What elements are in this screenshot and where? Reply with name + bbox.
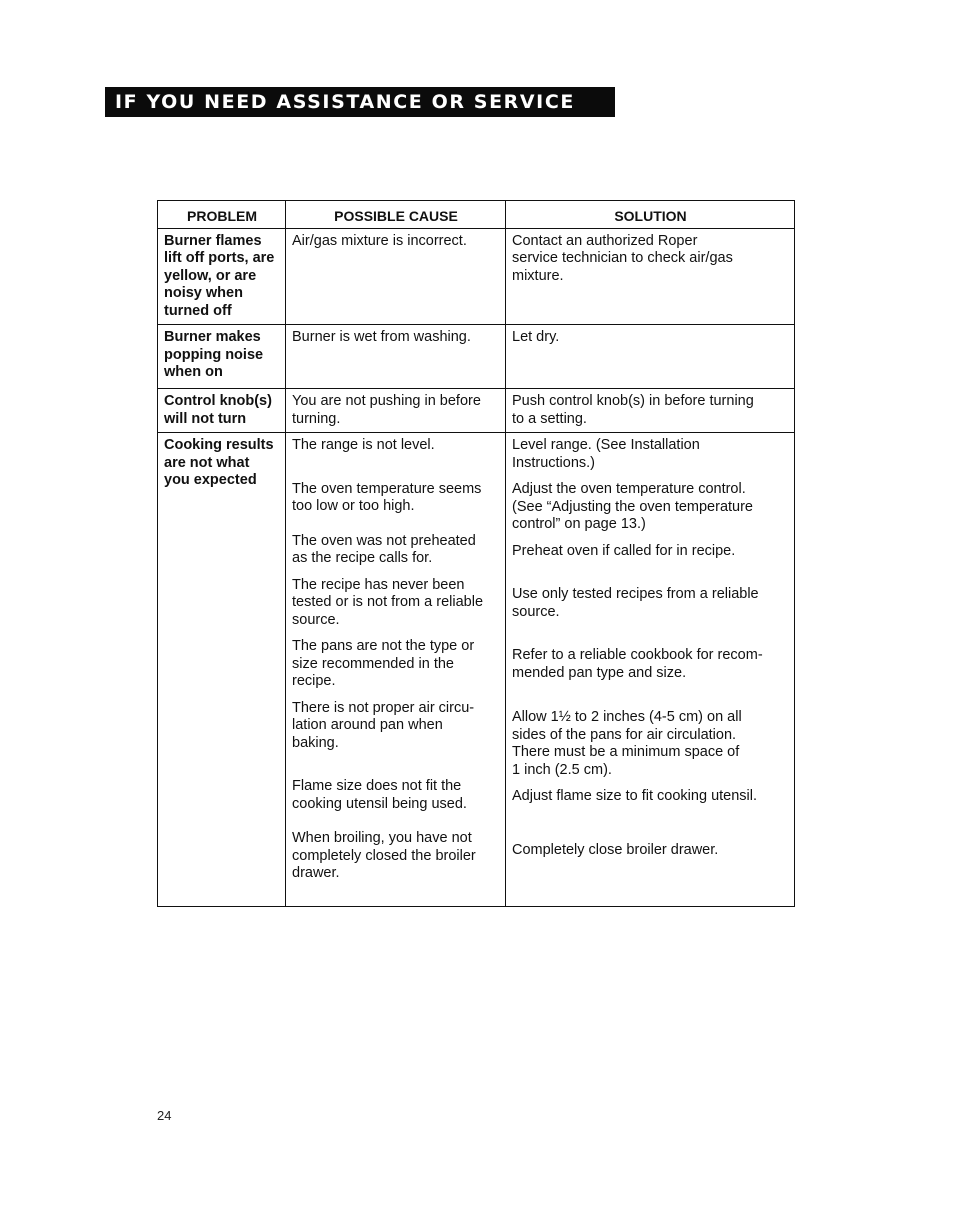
column-header-problem: PROBLEM	[158, 201, 286, 229]
column-header-cause: POSSIBLE CAUSE	[286, 201, 506, 229]
solution-text: Level range. (See Installation Instructions.)	[512, 437, 700, 471]
troubleshooting-table	[157, 200, 795, 907]
solution-cell	[506, 433, 795, 907]
solution-text: Let dry.	[512, 329, 560, 345]
cause-text: There is not proper air circu- lation around pan when baking.	[292, 699, 475, 751]
solution-text: Adjust flame size to fit cooking utensil.	[512, 788, 758, 804]
solution-text: Completely close broiler drawer.	[512, 841, 719, 858]
problem-cell	[158, 389, 286, 433]
problem-text: Burner flames lift off ports, are yellow, or are noisy when turned off	[164, 232, 275, 319]
solution-text: Preheat oven if called for in recipe.	[512, 542, 736, 559]
section-title: IF YOU NEED ASSISTANCE OR SERVICE	[115, 91, 575, 113]
problem-text: Control knob(s) will not turn	[164, 393, 272, 427]
cause-cell	[286, 389, 506, 433]
column-header-solution: SOLUTION	[506, 201, 795, 229]
solution-text: Contact an authorized Roper service technician to check air/gas mixture.	[512, 232, 733, 284]
table-row	[158, 433, 795, 907]
cause-text: Flame size does not fit the cooking utensil being used.	[292, 778, 467, 812]
solution-text: Adjust the oven temperature control. (See “Adjusting the oven temperature control” on page 13.)	[512, 481, 753, 532]
section-banner	[105, 87, 615, 117]
cause-text: When broiling, you have not completely closed the broiler drawer.	[292, 830, 476, 881]
cause-text: The oven temperature seems too low or too high.	[292, 480, 482, 514]
cause-text: Air/gas mixture is incorrect.	[292, 232, 467, 249]
problem-cell	[158, 325, 286, 389]
cause-cell	[286, 325, 506, 389]
cause-text: The oven was not preheated as the recipe calls for.	[292, 532, 476, 566]
cause-text: Burner is wet from washing.	[292, 329, 471, 345]
solution-cell	[506, 325, 795, 389]
problem-cell	[158, 228, 286, 325]
problem-text: Burner makes popping noise when on	[164, 329, 264, 380]
cause-cell	[286, 228, 506, 325]
cause-text: The range is not level.	[292, 437, 435, 453]
solution-text: Refer to a reliable cookbook for recom- mended pan type and size.	[512, 647, 763, 681]
table-header-row	[158, 201, 795, 229]
cause-text: The recipe has never been tested or is not from a reliable source.	[292, 576, 484, 628]
solution-text: Use only tested recipes from a reliable source.	[512, 586, 759, 620]
cause-text: You are not pushing in before turning.	[292, 393, 481, 427]
solution-text: Push control knob(s) in before turning to a setting.	[512, 393, 754, 427]
page-number: 24	[157, 1108, 172, 1123]
table-row	[158, 325, 795, 389]
table-row	[158, 228, 795, 325]
cause-cell	[286, 433, 506, 907]
cause-text: The pans are not the type or size recommended in the recipe.	[292, 638, 475, 689]
solution-text: Allow 1½ to 2 inches (4-5 cm) on all sides of the pans for air circulation. There must be a minimum space of 1 inch (2.5 cm).	[512, 709, 742, 778]
problem-text: Cooking results are not what you expected	[164, 437, 274, 488]
problem-cell	[158, 433, 286, 907]
solution-cell	[506, 389, 795, 433]
solution-cell	[506, 228, 795, 325]
table-row	[158, 389, 795, 433]
